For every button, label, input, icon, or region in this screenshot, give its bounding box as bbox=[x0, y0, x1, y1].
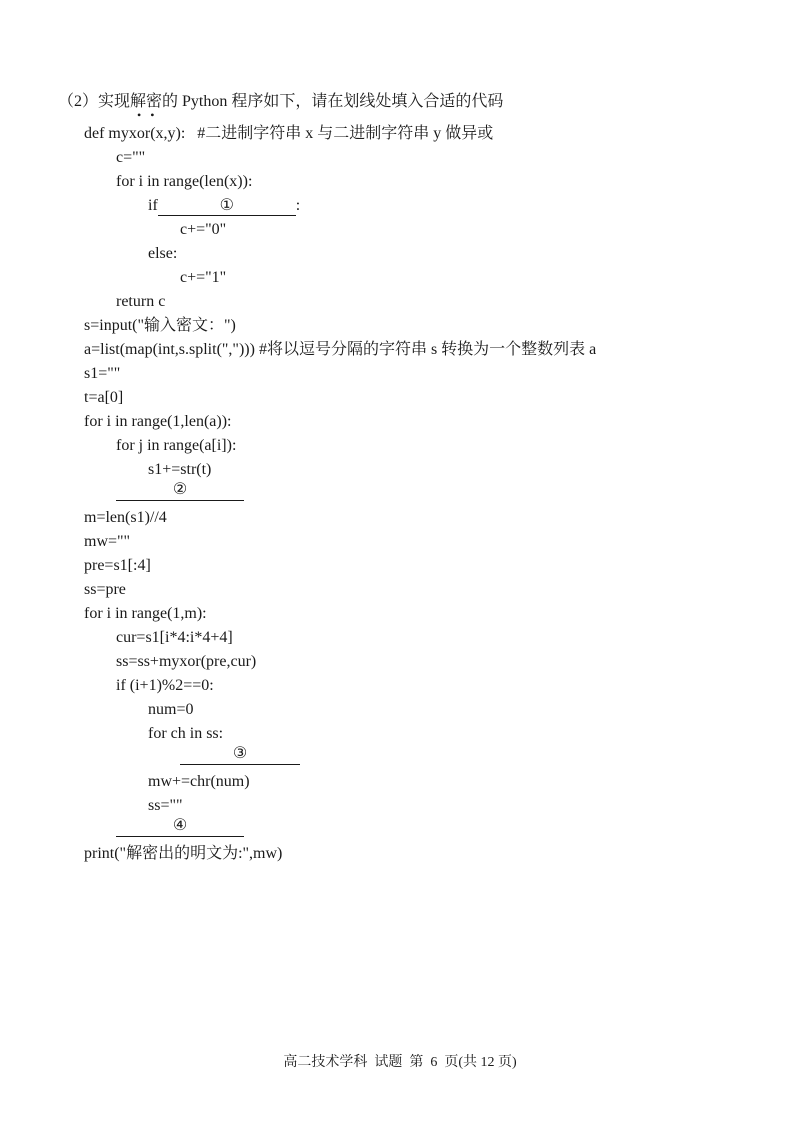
code-line-1: def myxor(x,y): #二进制字符串 x 与二进制字符串 y 做异或 bbox=[84, 125, 494, 142]
question-prefix: （2）实现 bbox=[58, 93, 131, 110]
code-line-12: t=a[0] bbox=[84, 389, 124, 406]
question-heading bbox=[58, 92, 504, 122]
code-line-24: if (i+1)%2==0: bbox=[116, 677, 214, 694]
question-suffix: 的 Python 程序如下，请在划线处填入合适的代码 bbox=[162, 93, 504, 110]
code-line-31: print("解密出的明文为:",mw) bbox=[84, 845, 283, 862]
code-line-14: for j in range(a[i]): bbox=[116, 437, 237, 454]
code-line-11: s1="" bbox=[84, 365, 121, 382]
code-line-28: mw+=chr(num) bbox=[148, 773, 250, 790]
code-line-7: c+="1" bbox=[180, 269, 227, 286]
code-line-26: for ch in ss: bbox=[148, 725, 224, 742]
code-line-18: mw="" bbox=[84, 533, 131, 550]
code-line-25: num=0 bbox=[148, 701, 194, 718]
emphasized-text: 解密 bbox=[130, 93, 163, 110]
code-line-6: else: bbox=[148, 245, 178, 262]
if-keyword: if bbox=[148, 197, 158, 214]
code-line-5: c+="0" bbox=[180, 221, 227, 238]
code-line-15: s1+=str(t) bbox=[148, 461, 212, 478]
code-line-20: ss=pre bbox=[84, 581, 126, 598]
blank-2: ② bbox=[116, 480, 244, 501]
code-line-17: m=len(s1)//4 bbox=[84, 509, 167, 526]
code-line-3: for i in range(len(x)): bbox=[116, 173, 253, 190]
code-line-22: cur=s1[i*4:i*4+4] bbox=[116, 629, 233, 646]
blank-4: ④ bbox=[116, 816, 244, 837]
code-line-13: for i in range(1,len(a)): bbox=[84, 413, 232, 430]
code-line-29: ss="" bbox=[148, 797, 183, 814]
emphasis-dots: • • bbox=[137, 108, 155, 122]
code-line-4 bbox=[148, 196, 300, 216]
page-footer: 高二技术学科 试题 第 6 页(共 12 页) bbox=[283, 1055, 517, 1070]
code-line-21: for i in range(1,m): bbox=[84, 605, 207, 622]
code-line-10: a=list(map(int,s.split(","))) #将以逗号分隔的字符串 s 转换为一个整数列表 a bbox=[84, 341, 597, 358]
emphasized-word bbox=[130, 92, 163, 122]
code-line-19: pre=s1[:4] bbox=[84, 557, 151, 574]
code-line-2: c="" bbox=[116, 149, 146, 166]
blank-3: ③ bbox=[180, 744, 300, 765]
if-colon: : bbox=[295, 197, 301, 214]
code-line-8: return c bbox=[116, 293, 166, 310]
code-line-9: s=input("输入密文：") bbox=[84, 317, 236, 334]
blank-1: ① bbox=[158, 196, 296, 216]
code-line-23: ss=ss+myxor(pre,cur) bbox=[116, 653, 257, 670]
